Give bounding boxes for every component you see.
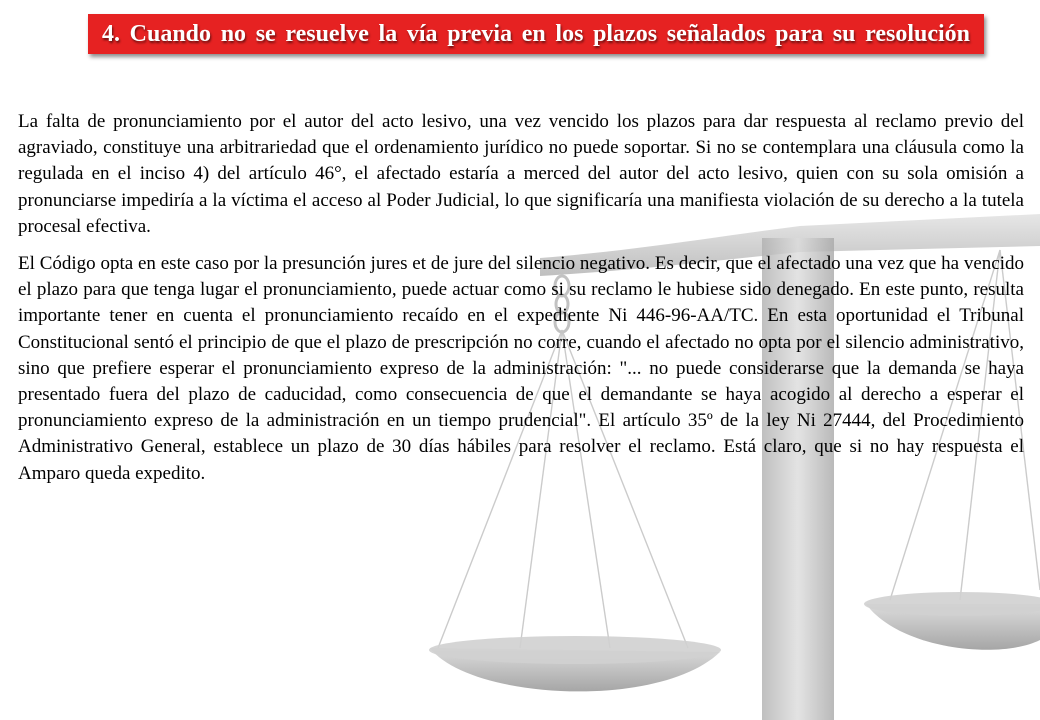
paragraph-1: La falta de pronunciamiento por el autor del acto lesivo, una vez vencido los plazos para dar respuesta al reclamo previo del agraviado, constituye una arbitrariedad que el ordenamiento jurídico no puede soportar. Si no se contemplara una cláusula como la regulada en el inciso 4) del artículo 46°, el afectado estaría a merced del autor del acto lesivo, quien con su sola omisión a pronunciarse impediría a la víctima el acceso al Poder Judicial, lo que significaría una manifiesta violación de su derecho a la tutela procesal efectiva. xyxy=(18,111,1024,237)
slide-title: 4. Cuando no se resuelve la vía previa en los plazos señalados para su resolución xyxy=(102,21,970,47)
paragraph-2: El Código opta en este caso por la presunción jures et de jure del silencio negativo. Es decir, que el afectado una vez que ha vencido el plazo para que tenga lugar el pronunciamiento, puede actuar como si su reclamo le hubiese sido denegado. En este punto, resulta importante tener en cuenta el pronunciamiento recaído en el expediente Ni 446-96-AA/TC. En esta oportunidad el Tribunal Constitucional sentó el principio de que el plazo de prescripción no corre, cuando el afectado no opta por el silencio administrativo, sino que prefiere esperar el pronunciamiento expreso de la administración: "... no puede considerarse que la demanda se haya presentado fuera del plazo de caducidad, como consecuencia de que el demandante se haya acogido al derecho a esperar el pronunciamiento expreso de la administración en un tiempo prudencial". El artículo 35º de la ley Ni 27444, del Procedimiento Administrativo General, establece un plazo de 30 días hábiles para resolver el reclamo. Está claro, que si no hay respuesta el Amparo queda expedito. xyxy=(18,253,1024,484)
slide-body xyxy=(18,109,1024,498)
